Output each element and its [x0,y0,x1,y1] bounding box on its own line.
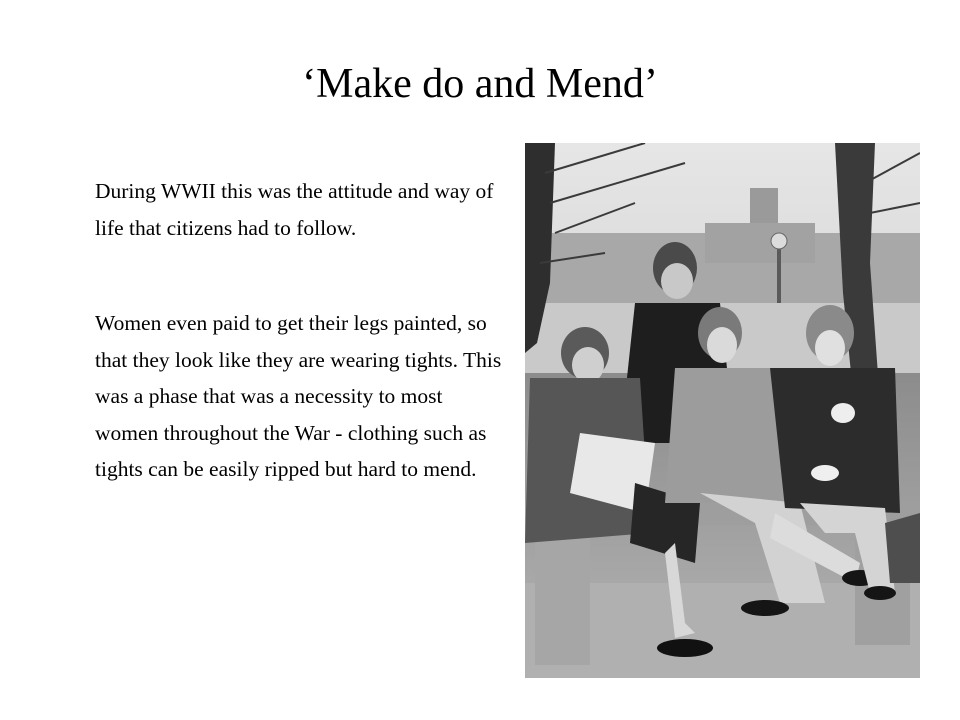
slide-body-text [95,173,505,488]
slide-title: ‘Make do and Mend’ [302,61,658,107]
knitting-women-photo [525,143,920,678]
paragraph-attitude: During WWII this was the attitude and way of life that citizens had to follow. [95,179,494,240]
photo-illustration [525,143,920,678]
paragraph-painted-legs: Women even paid to get their legs painted, so that they look like they are wearing tights. This was a phase that was a necessity to most women throughout the War - clothing such as tights can be easily ripped but hard to mend. [95,311,502,481]
